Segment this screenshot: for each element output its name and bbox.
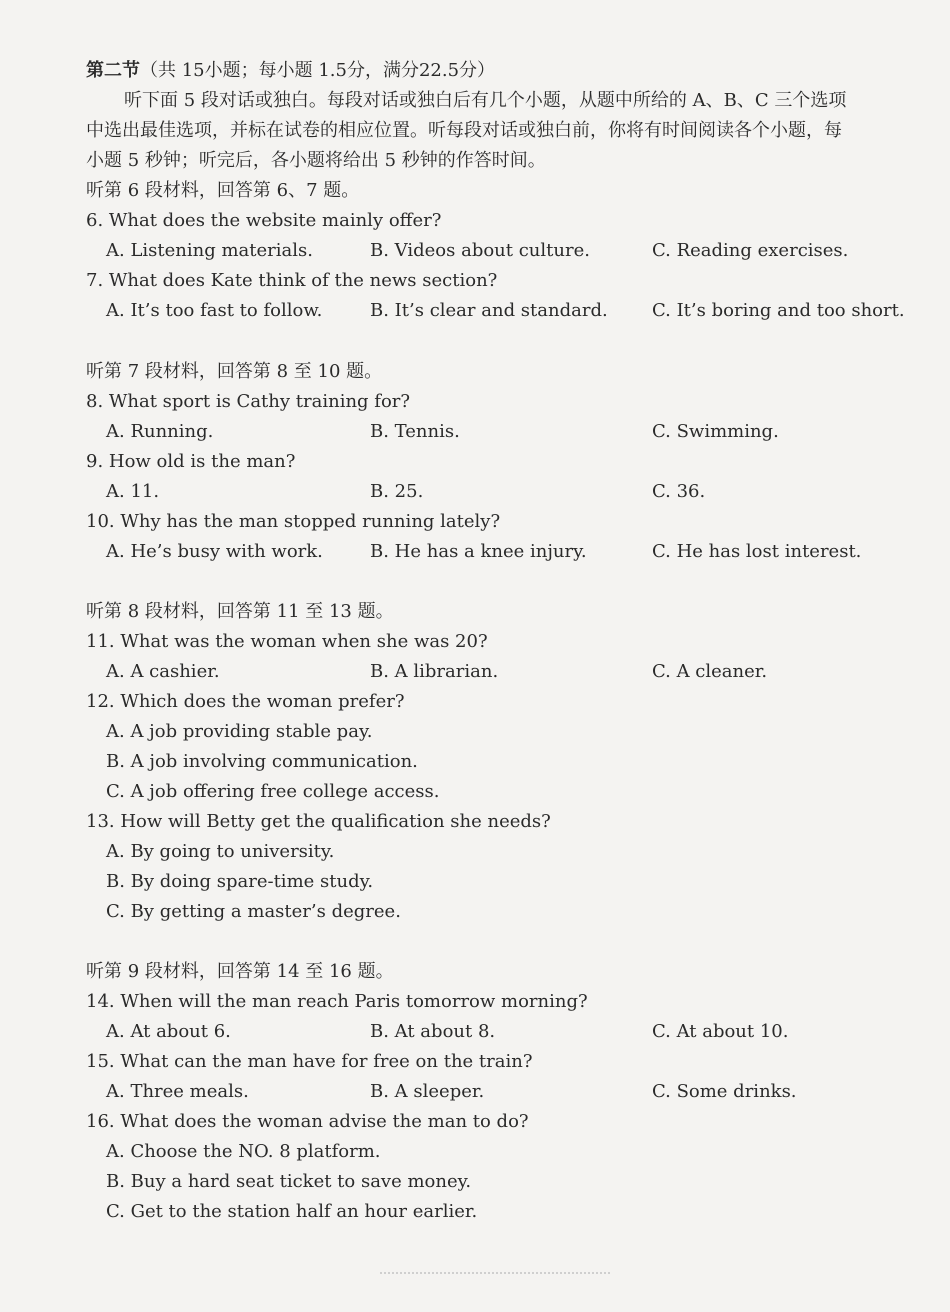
section-title-text: 第二节 [86, 60, 140, 81]
question-stem: 15. What can the man have for free on the train? [86, 1051, 533, 1072]
question-stem: 6. What does the website mainly offer? [86, 210, 442, 231]
question-stem: 14. When will the man reach Paris tomorrow morning? [86, 991, 588, 1012]
option-c: C. He has lost interest. [652, 541, 862, 562]
option-a: A. It’s too fast to follow. [106, 300, 323, 321]
option-a: A. 11. [106, 481, 160, 502]
section-title [86, 56, 910, 86]
group-heading: 听第 8 段材料，回答第 11 至 13 题。 [86, 601, 394, 622]
option-b: B. By doing spare-time study. [106, 871, 374, 892]
instructions-line-1: 听下面 5 段对话或独白。每段对话或独白后有几个小题，从题中所给的 A、B、C 三个选项 [124, 90, 847, 111]
section-note: （共 15小题；每小题 1.5分，满分22.5分） [140, 60, 496, 81]
instructions-line-2: 中选出最佳选项，并标在试卷的相应位置。听每段对话或独白前，你将有时间阅读各个小题，每 [86, 120, 842, 141]
question-stem: 9. How old is the man? [86, 451, 296, 472]
option-b: B. At about 8. [370, 1021, 496, 1042]
option-c: C. It’s boring and too short. [652, 300, 905, 321]
option-b: B. A job involving communication. [106, 751, 418, 772]
option-b: B. Tennis. [370, 421, 460, 442]
option-b: B. A librarian. [370, 661, 499, 682]
option-c: C. A cleaner. [652, 661, 768, 682]
option-b: B. Videos about culture. [370, 240, 590, 261]
option-a: A. A job providing stable pay. [106, 721, 373, 742]
footer-smudge [380, 1272, 610, 1282]
option-c: C. By getting a master’s degree. [106, 901, 401, 922]
option-c: C. Reading exercises. [652, 240, 849, 261]
option-a: A. He’s busy with work. [106, 541, 323, 562]
option-a: A. At about 6. [106, 1021, 231, 1042]
question-stem: 11. What was the woman when she was 20? [86, 631, 488, 652]
option-c: C. 36. [652, 481, 706, 502]
group-heading: 听第 7 段材料，回答第 8 至 10 题。 [86, 361, 383, 382]
option-c: C. Get to the station half an hour earlier. [106, 1201, 478, 1222]
option-b: B. 25. [370, 481, 424, 502]
option-a: A. Three meals. [106, 1081, 249, 1102]
group-heading: 听第 9 段材料，回答第 14 至 16 题。 [86, 961, 394, 982]
question-stem: 7. What does Kate think of the news section? [86, 270, 498, 291]
question-stem: 10. Why has the man stopped running lately? [86, 511, 501, 532]
option-c: C. Some drinks. [652, 1081, 797, 1102]
question-stem: 12. Which does the woman prefer? [86, 691, 405, 712]
option-c: C. Swimming. [652, 421, 779, 442]
option-b: B. Buy a hard seat ticket to save money. [106, 1171, 472, 1192]
option-a: A. Listening materials. [106, 240, 313, 261]
option-a: A. By going to university. [106, 841, 335, 862]
group-heading: 听第 6 段材料，回答第 6、7 题。 [86, 180, 360, 201]
option-c: C. A job offering free college access. [106, 781, 440, 802]
option-b: B. He has a knee injury. [370, 541, 587, 562]
option-a: A. A cashier. [106, 661, 220, 682]
question-stem: 16. What does the woman advise the man to do? [86, 1111, 529, 1132]
question-stem: 13. How will Betty get the qualification she needs? [86, 811, 551, 832]
question-stem: 8. What sport is Cathy training for? [86, 391, 411, 412]
option-b: B. It’s clear and standard. [370, 300, 608, 321]
option-a: A. Running. [106, 421, 214, 442]
option-a: A. Choose the NO. 8 platform. [106, 1141, 381, 1162]
instructions-line-3: 小题 5 秒钟；听完后，各小题将给出 5 秒钟的作答时间。 [86, 150, 546, 171]
option-b: B. A sleeper. [370, 1081, 485, 1102]
option-c: C. At about 10. [652, 1021, 789, 1042]
